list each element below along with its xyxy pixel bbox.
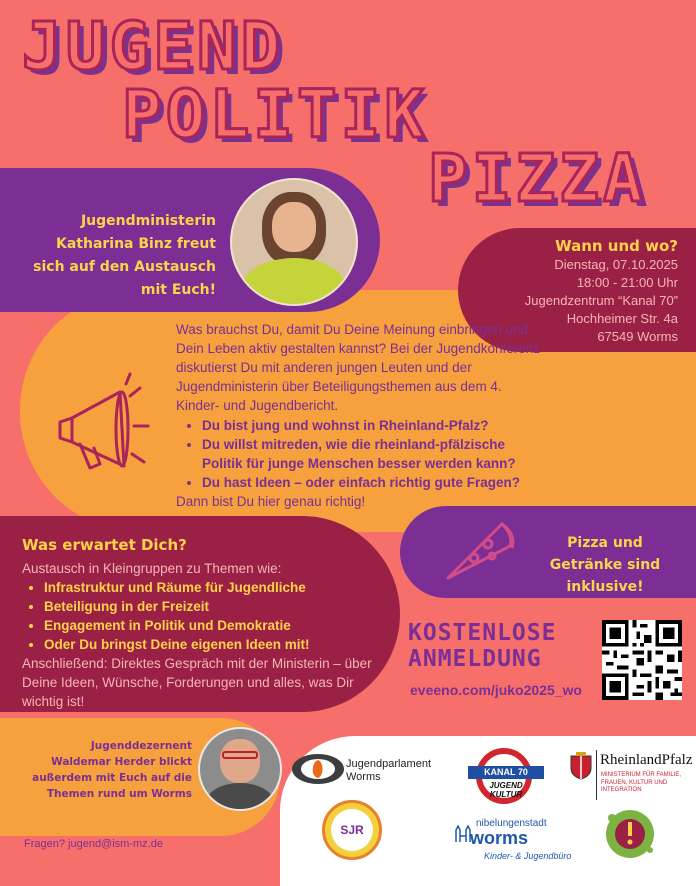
nibelungen-main: worms: [470, 828, 529, 848]
expect-bullet: • Infrastruktur und Räume für Jugendliche: [44, 578, 372, 597]
minister-caption: Jugendministerin Katharina Binz freut sich auf den Austausch mit Euch!: [33, 213, 216, 298]
registration-line-1: KOSTENLOSE: [408, 620, 557, 646]
rlp-coat-of-arms-icon: [570, 752, 592, 780]
intro-bullet: • Du bist jung und wohnst in Rheinland-Pfalz?: [202, 416, 546, 435]
intro-bullets: [176, 416, 546, 511]
intro-closing: Dann bist Du hier genau richtig!: [176, 494, 366, 509]
nibelungen-top: nibelungenstadt: [476, 818, 547, 829]
rlp-name: RheinlandPfalz: [600, 752, 693, 768]
dezernent-photo: [198, 727, 282, 811]
sjr-logo: [322, 800, 382, 860]
kanal70-label: KANAL 70: [468, 766, 544, 779]
expect-closing: Anschließend: Direktes Gespräch mit der Ministerin – über Deine Ideen, Wünsche, Forderungen und alles, was Dir wichtig ist!: [22, 656, 372, 709]
title-line-2: POLITIK: [122, 76, 429, 153]
title-line-3: PIZZA: [428, 140, 647, 217]
event-venue: Jugendzentrum “Kanal 70”: [524, 293, 678, 308]
pizza-slice-icon: [440, 516, 520, 588]
event-time: 18:00 - 21:00 Uhr: [576, 275, 678, 290]
nibelungen-sub: Kinder- & Jugendbüro: [484, 851, 572, 861]
registration-line-2: ANMELDUNG: [408, 646, 542, 672]
jugendparlament-name: Jugendparlament Worms: [346, 758, 432, 783]
dezernent-caption: Jugenddezernent Waldemar Herder blickt außerdem mit Euch auf die Themen rund um Worms: [32, 740, 192, 800]
expect-bullet: • Beteiligung in der Freizeit: [44, 597, 372, 616]
event-city: 67549 Worms: [597, 329, 678, 344]
megaphone-icon: [42, 370, 162, 480]
green-splash-logo-icon: [602, 806, 658, 862]
expect-block: [22, 536, 372, 711]
pizza-text: Pizza und Getränke sind inklusive!: [549, 535, 661, 595]
rlp-ministry: MINISTERIUM FÜR FAMILIE, FRAUEN, KULTUR UND INTEGRATION: [601, 772, 682, 793]
kanal70-sub: JUGEND KULTUR: [489, 781, 523, 799]
registration-block: [408, 620, 598, 672]
qr-code[interactable]: [602, 620, 682, 700]
kanal70-logo: [468, 748, 544, 808]
intro-bullet: • Du hast Ideen – oder einfach richtig gute Fragen?: [202, 473, 546, 492]
intro-paragraph: Was brauchst Du, damit Du Deine Meinung einbringen und Dein Leben aktiv gestalten kannst? Bei der Jugendkonferenz diskutierst Du mit anderen jungen Leuten und der Jugendministerin über Beteiligungsthemen aus dem 4. Kinder- und Jugendbericht.: [176, 322, 540, 413]
expect-bullet: • Engagement in Politik und Demokratie: [44, 616, 372, 635]
intro-text-block: [176, 320, 548, 415]
when-where-heading: Wann und wo?: [555, 237, 678, 255]
expect-intro: Austausch in Kleingruppen zu Themen wie:: [22, 561, 282, 576]
intro-bullet: • Du willst mitreden, wie die rheinland-pfälzische Politik für junge Menschen besser werden kann?: [202, 435, 546, 473]
event-date: Dienstag, 07.10.2025: [554, 257, 678, 272]
minister-photo: [230, 178, 358, 306]
contact-email[interactable]: Fragen? jugend@ism-mz.de: [24, 838, 163, 850]
rlp-divider: [596, 750, 597, 800]
jugendparlament-logo-icon: [290, 752, 346, 786]
sjr-label: SJR: [340, 823, 364, 837]
event-street: Hochheimer Str. 4a: [566, 311, 678, 326]
expect-bullet: • Oder Du bringst Deine eigenen Ideen mit!: [44, 635, 372, 654]
registration-url[interactable]: eveeno.com/juko2025_wo: [410, 682, 582, 698]
title-line-1: JUGEND: [22, 8, 285, 85]
expect-heading: Was erwartet Dich?: [22, 536, 187, 554]
